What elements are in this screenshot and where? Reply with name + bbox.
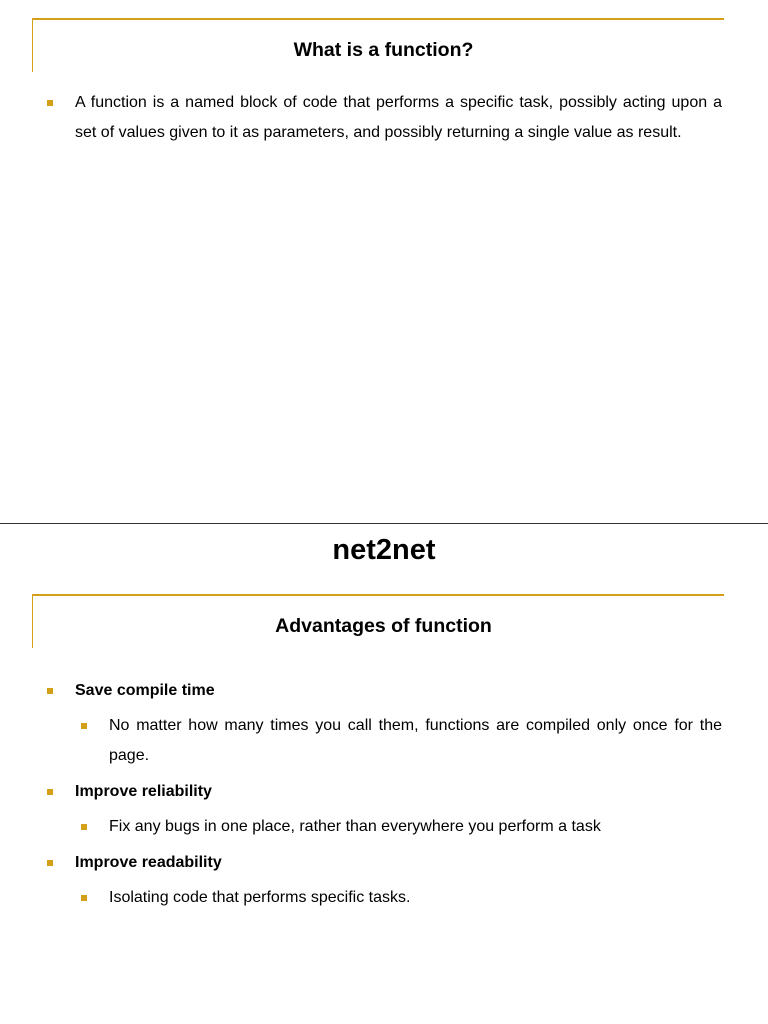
sub-list-item	[79, 812, 722, 842]
list-item	[45, 88, 722, 148]
bullet-detail: Fix any bugs in one place, rather than everywhere you perform a task	[109, 818, 601, 835]
square-bullet-icon	[81, 723, 87, 729]
square-bullet-icon	[47, 860, 53, 866]
list-item	[45, 676, 722, 706]
bullet-list	[45, 88, 722, 148]
footer-brand: net2net	[332, 534, 436, 566]
list-item	[45, 777, 722, 807]
sub-list-item	[79, 883, 722, 913]
sub-list-item	[79, 711, 722, 771]
bullet-text: A function is a named block of code that performs a specific task, possibly acting upon a set of values given to it as parameters, and possibly returning a single value as result.	[75, 94, 722, 141]
bullet-list	[45, 676, 722, 919]
bullet-detail: No matter how many times you call them, functions are compiled only once for the page.	[109, 717, 722, 764]
list-item	[45, 848, 722, 878]
square-bullet-icon	[81, 895, 87, 901]
slide-title: What is a function?	[293, 39, 474, 61]
square-bullet-icon	[47, 688, 53, 694]
slide-advantages-of-function	[0, 526, 768, 1024]
page-divider	[0, 523, 768, 524]
slide-title: Advantages of function	[275, 615, 492, 637]
square-bullet-icon	[47, 789, 53, 795]
bullet-detail: Isolating code that performs specific tasks.	[109, 889, 411, 906]
square-bullet-icon	[47, 100, 53, 106]
bullet-heading: Improve reliability	[75, 783, 212, 800]
bullet-heading: Save compile time	[75, 682, 215, 699]
bullet-heading: Improve readability	[75, 854, 222, 871]
square-bullet-icon	[81, 824, 87, 830]
